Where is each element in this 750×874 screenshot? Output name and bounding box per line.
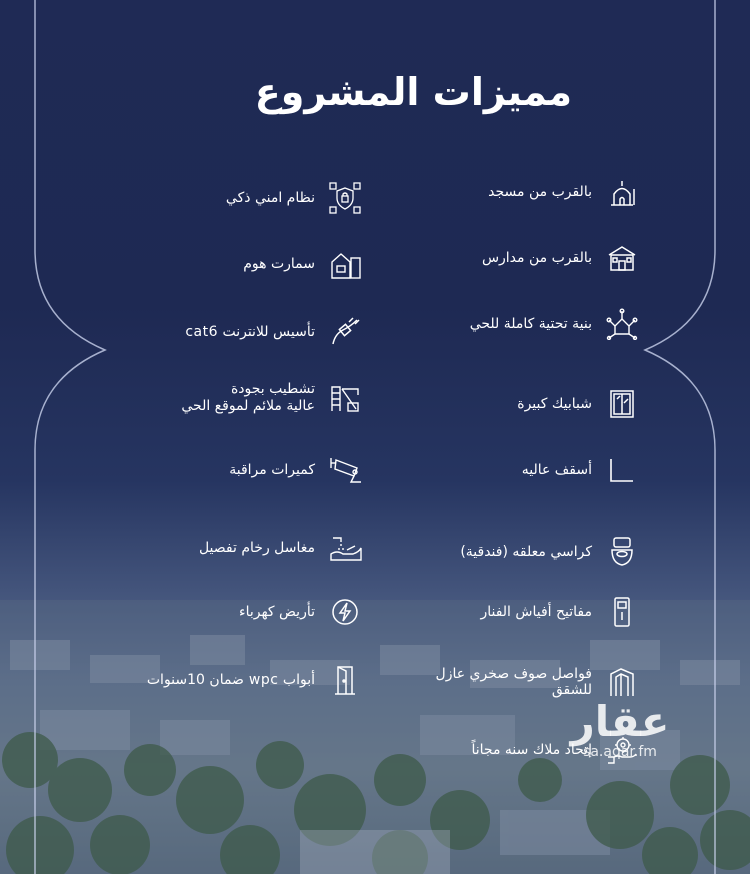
feature-label: سمارت هوم	[243, 255, 315, 272]
toilet-icon	[602, 532, 642, 572]
electric-icon	[325, 592, 365, 632]
feature-label: أبواب wpc ضمان 10سنوات	[146, 671, 315, 688]
feature-label: مغاسل رخام تفصيل	[198, 539, 315, 556]
feature-label: كراسي معلقه (فندقية)	[460, 543, 592, 560]
washing-hands-icon	[325, 528, 365, 568]
feature-label-line2: عالية ملائم لموقع الحي	[181, 398, 315, 414]
cctv-icon	[325, 450, 365, 490]
network-house-icon	[602, 304, 642, 344]
feature-hung-toilets	[342, 530, 642, 574]
feature-alfanar-switches	[342, 590, 642, 634]
mosque-icon	[602, 172, 642, 212]
switch-icon	[602, 592, 642, 632]
feature-label: أسقف عاليه	[521, 461, 592, 478]
feature-marble-sinks	[35, 526, 365, 570]
school-icon	[602, 238, 642, 278]
feature-cctv	[35, 448, 365, 492]
feature-smart-security	[35, 176, 365, 220]
feature-label: بالقرب من مسجد	[488, 183, 592, 200]
watermark-logo: عقار	[570, 697, 670, 746]
feature-infrastructure	[342, 302, 642, 346]
page-title: مميزات المشروع	[254, 70, 572, 114]
feature-label: شبابيك كبيرة	[517, 395, 592, 412]
feature-near-mosque	[342, 170, 642, 214]
feature-quality-finishing	[35, 376, 365, 420]
feature-cat6-internet	[35, 310, 365, 354]
watermark-url: sa.aqar.fm	[583, 744, 657, 760]
feature-large-windows	[342, 382, 642, 426]
aqar-watermark	[555, 697, 685, 760]
feature-smart-home	[35, 242, 365, 286]
feature-label: تأسيس للانترنت cat6	[185, 323, 315, 340]
feature-label-line1: تشطيب بجودة	[230, 381, 315, 397]
smart-home-icon	[325, 244, 365, 284]
feature-label: نظام امني ذكي	[225, 189, 315, 206]
feature-electric-grounding	[35, 590, 365, 634]
window-icon	[602, 384, 642, 424]
door-icon	[325, 660, 365, 700]
feature-label	[181, 381, 315, 415]
feature-wpc-doors	[35, 658, 365, 702]
ceiling-corner-icon	[602, 450, 642, 490]
feature-label: مفاتيح أفياش الفنار	[480, 603, 592, 620]
cable-icon	[325, 312, 365, 352]
feature-label: إتحاد ملاك سنه مجاناً	[471, 741, 592, 758]
feature-label: بنية تحتية كاملة للحي	[469, 315, 592, 332]
wall-insulation-icon	[602, 662, 642, 702]
feature-label: بالقرب من مدارس	[481, 249, 592, 266]
smart-security-icon	[325, 178, 365, 218]
feature-label: فواصل صوف صخري عازل للشقق	[435, 666, 592, 698]
feature-label: تأريض كهرباء	[238, 603, 315, 620]
finishing-icon	[325, 378, 365, 418]
feature-near-schools	[342, 236, 642, 280]
feature-high-ceilings	[342, 448, 642, 492]
feature-label: كميرات مراقبة	[229, 461, 315, 478]
